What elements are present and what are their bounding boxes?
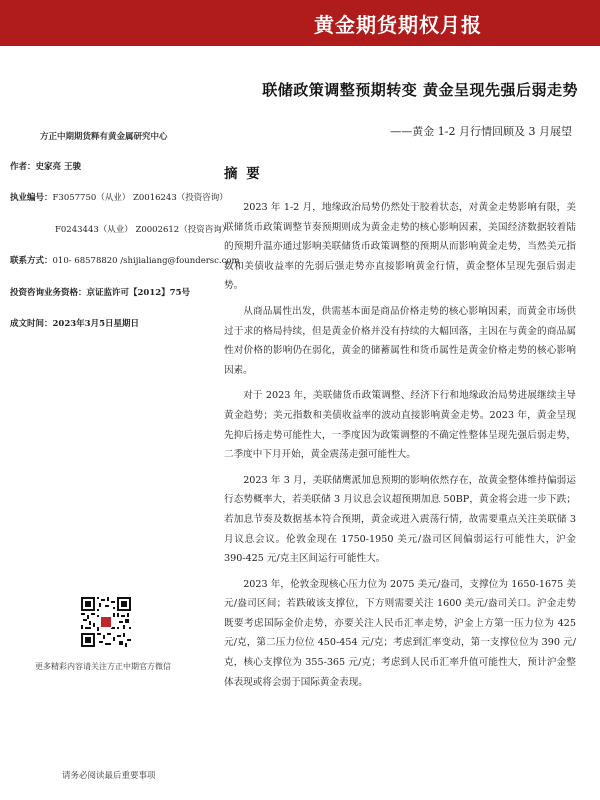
report-main-title: 联储政策调整预期转变 黄金呈现先强后弱走势: [262, 81, 578, 99]
license-line-2: [55, 223, 230, 235]
date-line: [10, 317, 139, 329]
qr-code-image: [81, 597, 131, 647]
date-label: 成文时间：: [10, 319, 53, 329]
abstract-heading: 摘 要: [224, 166, 262, 182]
date-value: 2023年3月5日星期日: [52, 319, 140, 329]
header-banner: [0, 0, 600, 46]
contact-label: 联系方式：: [10, 256, 53, 266]
license-value-2: F0243443（从业） Z0002612（投资咨询）: [55, 225, 231, 235]
abstract-body: [224, 198, 576, 698]
authors-line: [10, 160, 81, 172]
license-value-1: F3057750（从业） Z0016243（投资咨询）: [52, 193, 228, 203]
abstract-paragraph: 2023 年 1-2 月，地缘政治局势仍然处于胶着状态，对黄金走势影响有限，美联储货币政策调整节奏预期则成为黄金走势的核心影响因素，美国经济数据较着陆的预期升温亦通过影响美联储货币政策调整的预期从而影响黄金走势，当然美元指数和美债收益率的先弱后强走势亦直接影响黄金行情，黄金整体呈现先强后弱走势。: [224, 202, 576, 292]
contact-line: [10, 254, 240, 266]
authors-value: 史家亮 王骏: [35, 162, 81, 172]
abstract-paragraph: 2023 年，伦敦金现核心压力位为 2075 美元/盎司，支撑位为 1650-1675 美元/盎司区间；若跌破该支撑位，下方则需要关注 1600 美元/盎司关口。沪金走势既要考虑国际金价走势，亦要关注人民币汇率走势，沪金上方第一压力位为 425 元/克，第二压力位位 450-454 元/克；考虑到汇率变动，第一支撑位位为 390 元/克，核心支撑位为 355-365 元/克；考虑到人民币汇率升值可能性大，预计沪金整体表现或将会弱于国际黄金表现。: [224, 578, 576, 688]
license-line-1: [10, 191, 228, 203]
qualification-label: 投资咨询业务资格：: [10, 288, 87, 298]
qr-caption: 更多精彩内容请关注方正中期官方微信: [35, 662, 171, 671]
abstract-paragraph: 对于 2023 年，美联储货币政策调整、经济下行和地缘政治局势进展继续主导黄金趋势；美元指数和美债收益率的波动直接影响黄金走势。2023 年，黄金呈现先抑后扬走势可能性大，一季度因为政策调整的不确定性整体呈现先强后弱走势，二季度中下月开始，黄金震荡走强可能性大。: [224, 390, 576, 461]
qualification-line: [10, 286, 190, 298]
abstract-paragraph: 从商品属性出发，供需基本面是商品价格走势的核心影响因素，而黄金市场供过于求的格局持续，但是黄金价格并没有持续的大幅回落，主因在与黄金的商品属性对价格的影响仍在弱化，黄金的储蓄属性和货币属性是黄金价格走势的核心影响因素。: [224, 305, 576, 376]
authors-label: 作者：: [10, 162, 36, 172]
footer-disclaimer: 请务必阅读最后重要事项: [62, 771, 156, 781]
abstract-paragraph: 2023 年 3 月，美联储鹰派加息预期的影响依然存在，故黄金整体维持偏弱运行态势概率大，若美联储 3 月议息会议超预期加息 50BP，黄金将会进一步下跌；若加息节奏及数据基本符合预期，黄金或进入震荡行情，故需要重点关注美联储 3 月议息会议。伦敦金现在 1750-1950 美元/盎司区间偏弱运行可能性大，沪金 390-425 元/克主区间运行可能性大。: [224, 474, 576, 565]
report-type-title: 黄金期货期权月报: [314, 13, 482, 37]
research-center-name: 方正中期期货释有黄金属研究中心: [40, 132, 168, 142]
report-subtitle: ——黄金 1-2 月行情回顾及 3 月展望: [390, 125, 572, 138]
qualification-value: 京证监许可【2012】75号: [86, 288, 191, 298]
contact-value: 010- 68578820 /shijialiang@foundersc.com: [52, 256, 240, 266]
license-label: 执业编号：: [10, 193, 53, 203]
